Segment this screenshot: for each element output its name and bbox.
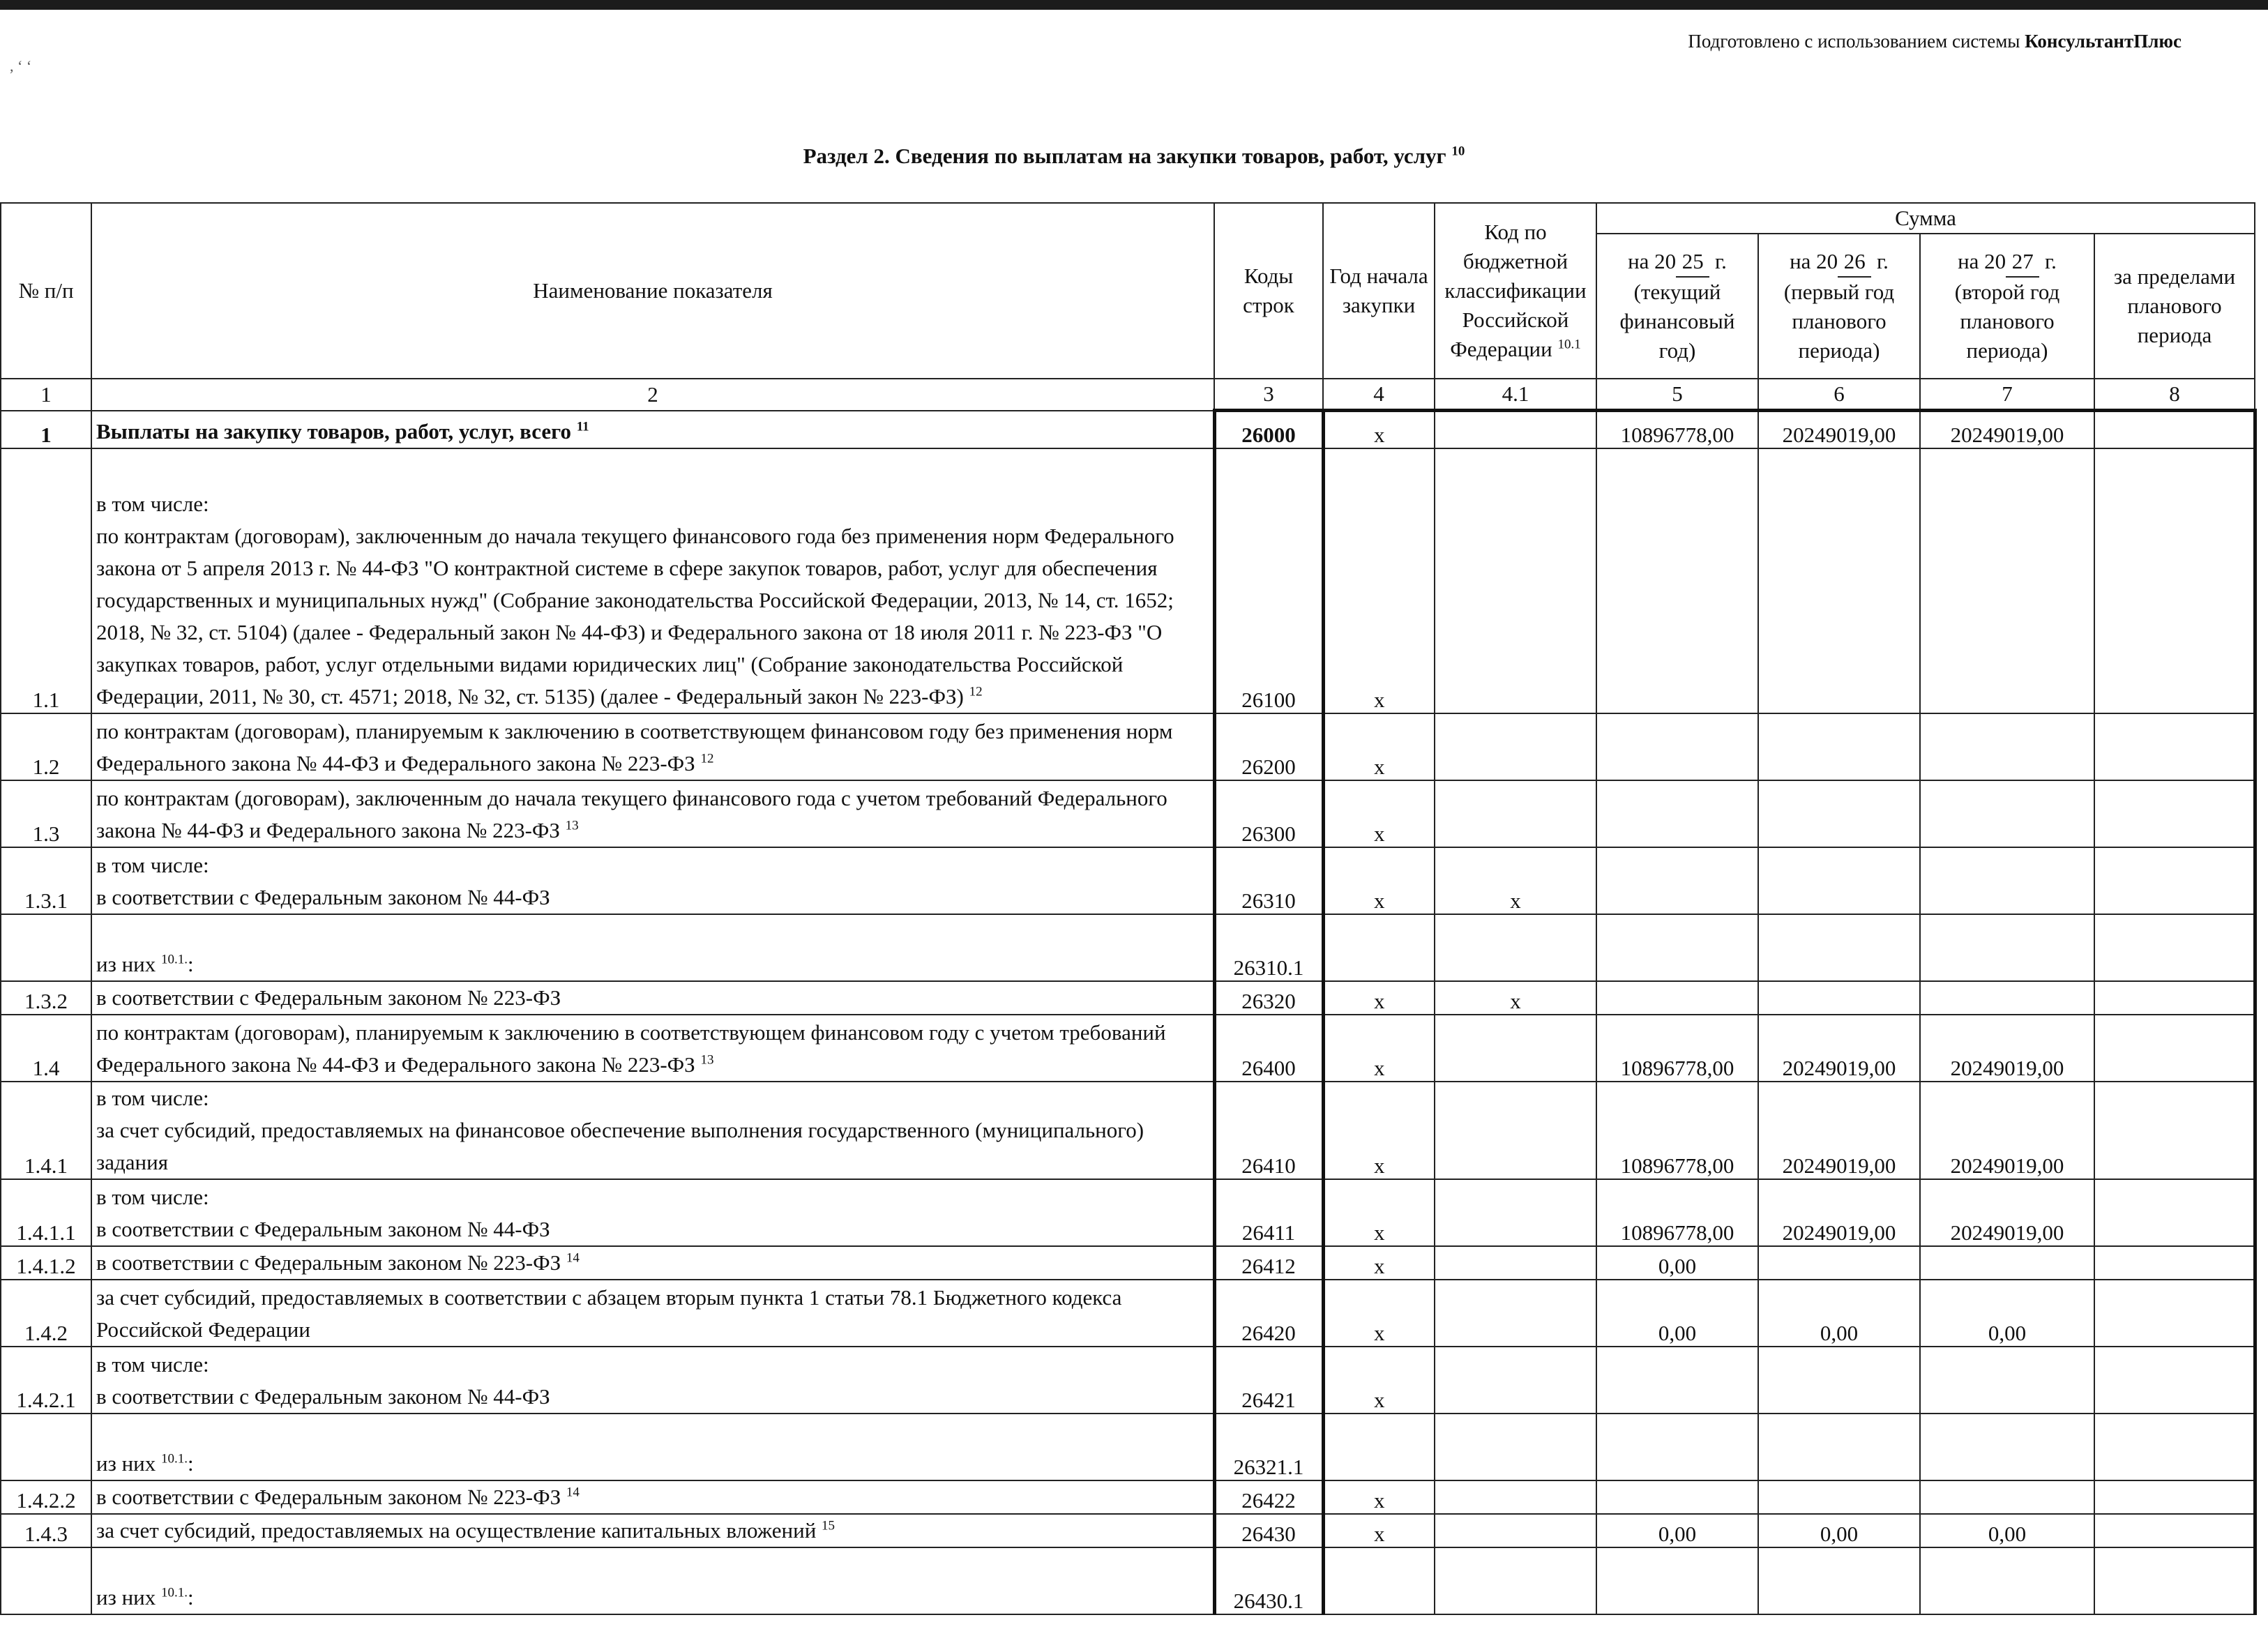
row-sum-beyond	[2094, 1347, 2255, 1414]
header-year-1-value: 25	[1676, 247, 1709, 278]
row-footnote: 14	[566, 1250, 580, 1266]
row-description	[91, 780, 1214, 847]
row-description	[91, 713, 1214, 780]
row-sum-year-3: 20249019,00	[1920, 1179, 2094, 1246]
row-description	[91, 1179, 1214, 1246]
table-row	[1, 1414, 2255, 1480]
header-year-1-desc: (текущий финансовый год)	[1619, 280, 1735, 363]
row-number: 1.4.2.2	[1, 1480, 91, 1514]
table-row	[1, 713, 2255, 780]
row-sum-year-1: 10896778,00	[1596, 1082, 1758, 1179]
row-kbk	[1435, 1547, 1596, 1614]
row-kbk: х	[1435, 981, 1596, 1015]
row-footnote: 14	[566, 1485, 580, 1500]
column-index: 4	[1323, 379, 1435, 411]
table-row	[1, 1015, 2255, 1082]
row-description-line: в соответствии с Федеральным законом № 223-ФЗ	[96, 1484, 561, 1509]
row-number: 1	[1, 411, 91, 448]
row-year-start: х	[1323, 981, 1435, 1015]
row-sum-year-1: 10896778,00	[1596, 1015, 1758, 1082]
row-number	[1, 1414, 91, 1480]
column-index: 2	[91, 379, 1214, 411]
row-sum-year-3: 20249019,00	[1920, 1082, 2094, 1179]
section-title	[0, 144, 2268, 169]
row-description-line: по контрактам (договорам), заключенным до начала текущего финансового года с учетом требований Федерального закона № 44-ФЗ и Федерального закона № 223-ФЗ	[96, 785, 1167, 842]
row-sum-year-1	[1596, 448, 1758, 713]
row-sum-year-2: 20249019,00	[1758, 411, 1920, 448]
row-footnote: 11	[576, 419, 589, 434]
row-description	[91, 847, 1214, 914]
row-description-line: в соответствии с Федеральным законом № 44-ФЗ	[96, 1216, 550, 1241]
column-index-row	[1, 379, 2255, 411]
row-sum-year-1	[1596, 713, 1758, 780]
header-num: № п/п	[1, 203, 91, 379]
section-title-text: Раздел 2. Сведения по выплатам на закупки товаров, работ, услуг	[803, 144, 1446, 168]
row-description	[91, 1015, 1214, 1082]
header-beyond: за пределами планового периода	[2094, 234, 2255, 379]
row-year-start: х	[1323, 1179, 1435, 1246]
row-sum-year-3	[1920, 1480, 2094, 1514]
row-code: 26410	[1214, 1082, 1323, 1179]
row-sum-year-1	[1596, 981, 1758, 1015]
header-year-2	[1758, 234, 1920, 379]
row-description	[91, 1414, 1214, 1480]
header-year-1-prefix: на 20	[1628, 249, 1677, 273]
header-year-1	[1596, 234, 1758, 379]
row-sum-year-3	[1920, 1414, 2094, 1480]
row-description-line: по контрактам (договорам), планируемым к заключению в соответствующем финансовом году с учетом требований Федерального закона № 44-ФЗ и Федерального закона № 223-ФЗ	[96, 1020, 1166, 1077]
header-year-3-value: 27	[2006, 247, 2039, 278]
header-name: Наименование показателя	[91, 203, 1214, 379]
row-sum-year-3	[1920, 448, 2094, 713]
table-row	[1, 1347, 2255, 1414]
row-year-start: х	[1323, 1246, 1435, 1280]
row-sum-year-3	[1920, 847, 2094, 914]
row-kbk	[1435, 713, 1596, 780]
header-year-1-suffix: г.	[1714, 249, 1727, 273]
row-number: 1.4.1	[1, 1082, 91, 1179]
row-description-line: в том числе:	[96, 852, 209, 877]
header-year-3-prefix: на 20	[1958, 249, 2006, 273]
row-sum-beyond	[2094, 1280, 2255, 1347]
row-year-start	[1323, 914, 1435, 981]
header-year: Год начала закупки	[1323, 203, 1435, 379]
row-sum-year-3: 0,00	[1920, 1514, 2094, 1547]
row-number: 1.4.2.1	[1, 1347, 91, 1414]
table-row	[1, 1246, 2255, 1280]
row-kbk	[1435, 1347, 1596, 1414]
row-description-line: в соответствии с Федеральным законом № 44-ФЗ	[96, 1384, 550, 1409]
row-year-start: х	[1323, 1347, 1435, 1414]
row-sum-beyond	[2094, 1246, 2255, 1280]
row-description-line: Выплаты на закупку товаров, работ, услуг, всего	[96, 418, 571, 444]
row-description	[91, 1280, 1214, 1347]
row-sum-year-2	[1758, 1347, 1920, 1414]
row-year-start: х	[1323, 1514, 1435, 1547]
row-sum-year-1	[1596, 1547, 1758, 1614]
row-year-start: х	[1323, 713, 1435, 780]
table-body	[1, 411, 2255, 1614]
row-sum-year-3	[1920, 1347, 2094, 1414]
row-description-line: в том числе:	[96, 1184, 209, 1209]
row-sum-beyond	[2094, 411, 2255, 448]
row-description-line: из них	[96, 1584, 156, 1609]
row-kbk	[1435, 1480, 1596, 1514]
row-sum-year-1	[1596, 1414, 1758, 1480]
table-row	[1, 1547, 2255, 1614]
row-sum-year-1	[1596, 847, 1758, 914]
header-kbk	[1435, 203, 1596, 379]
row-year-start: х	[1323, 780, 1435, 847]
row-code: 26300	[1214, 780, 1323, 847]
row-code: 26430.1	[1214, 1547, 1323, 1614]
row-kbk	[1435, 1246, 1596, 1280]
row-code: 26412	[1214, 1246, 1323, 1280]
row-description-line: в том числе:	[96, 1085, 209, 1110]
row-description-line: из них	[96, 951, 156, 976]
table-row	[1, 1280, 2255, 1347]
row-sum-year-1: 0,00	[1596, 1246, 1758, 1280]
row-year-start: х	[1323, 1082, 1435, 1179]
table-row	[1, 1514, 2255, 1547]
row-sum-year-2: 20249019,00	[1758, 1082, 1920, 1179]
section-title-footnote: 10	[1451, 144, 1465, 159]
row-description	[91, 1480, 1214, 1514]
table-row	[1, 411, 2255, 448]
row-description-line: по контрактам (договорам), планируемым к заключению в соответствующем финансовом году без применения норм Федерального закона № 44-ФЗ и Федерального закона № 223-ФЗ	[96, 718, 1173, 775]
row-sum-year-2	[1758, 1480, 1920, 1514]
row-number	[1, 914, 91, 981]
row-kbk	[1435, 1015, 1596, 1082]
header-year-3-suffix: г.	[2044, 249, 2057, 273]
row-description	[91, 914, 1214, 981]
row-sum-beyond	[2094, 1514, 2255, 1547]
row-description-line: за счет субсидий, предоставляемых на осуществление капитальных вложений	[96, 1517, 817, 1543]
row-description	[91, 1547, 1214, 1614]
row-sum-beyond	[2094, 1179, 2255, 1246]
row-description-line: в соответствии с Федеральным законом № 223-ФЗ	[96, 985, 561, 1010]
header-note	[1688, 31, 2182, 52]
row-sum-year-1: 10896778,00	[1596, 411, 1758, 448]
row-code: 26430	[1214, 1514, 1323, 1547]
row-footnote: 12	[700, 751, 714, 766]
header-note-brand: КонсультантПлюс	[2025, 31, 2182, 52]
row-description-suffix: :	[188, 951, 194, 976]
row-sum-year-2: 0,00	[1758, 1514, 1920, 1547]
row-code: 26000	[1214, 411, 1323, 448]
row-description-line: из них	[96, 1450, 156, 1476]
row-sum-beyond	[2094, 1414, 2255, 1480]
row-code: 26422	[1214, 1480, 1323, 1514]
row-sum-beyond	[2094, 914, 2255, 981]
header-kbk-footnote: 10.1	[1557, 337, 1581, 352]
row-number: 1.2	[1, 713, 91, 780]
row-sum-year-2: 20249019,00	[1758, 1015, 1920, 1082]
row-code: 26200	[1214, 713, 1323, 780]
row-sum-beyond	[2094, 1480, 2255, 1514]
row-year-start: х	[1323, 1015, 1435, 1082]
row-code: 26100	[1214, 448, 1323, 713]
row-sum-year-2	[1758, 1246, 1920, 1280]
row-description-line: в соответствии с Федеральным законом № 223-ФЗ	[96, 1250, 561, 1275]
table-row	[1, 1480, 2255, 1514]
row-sum-year-2	[1758, 1414, 1920, 1480]
row-description	[91, 1514, 1214, 1547]
row-sum-year-3	[1920, 1246, 2094, 1280]
row-sum-beyond	[2094, 780, 2255, 847]
row-sum-beyond	[2094, 847, 2255, 914]
row-footnote: 10.1.	[161, 1451, 188, 1467]
row-sum-year-2	[1758, 780, 1920, 847]
row-number: 1.4.1.2	[1, 1246, 91, 1280]
scan-top-edge	[0, 0, 2268, 10]
row-kbk	[1435, 1414, 1596, 1480]
row-description	[91, 1246, 1214, 1280]
header-year-3-desc: (второй год планового периода)	[1954, 280, 2060, 363]
row-sum-year-1	[1596, 914, 1758, 981]
row-sum-year-2	[1758, 847, 1920, 914]
row-sum-year-3	[1920, 981, 2094, 1015]
row-year-start: х	[1323, 448, 1435, 713]
row-sum-year-1: 0,00	[1596, 1514, 1758, 1547]
column-index: 7	[1920, 379, 2094, 411]
scan-artifact: , ‘ ‘	[10, 57, 32, 75]
row-code: 26400	[1214, 1015, 1323, 1082]
table-row	[1, 847, 2255, 914]
row-code: 26321.1	[1214, 1414, 1323, 1480]
row-description	[91, 411, 1214, 448]
row-sum-year-3	[1920, 1547, 2094, 1614]
column-index: 1	[1, 379, 91, 411]
row-description-line: по контрактам (договорам), заключенным до начала текущего финансового года без применения норм Федерального закона от 5 апреля 2013 г. № 44-ФЗ "О контрактной системе в сфере закупок товаров, работ, услуг для обеспечения государственных и муниципальных нужд" (Собрание законодательства Российской Федерации, 2013, № 14, ст. 1652; 2018, № 32, ст. 5104) (далее - Федеральный закон № 44-ФЗ) и Федерального закона от 18 июля 2011 г. № 223-ФЗ "О закупках товаров, работ, услуг отдельными видами юридических лиц" (Собрание законодательства Российской Федерации, 2011, № 30, ст. 4571; 2018, № 32, ст. 5135) (далее - Федеральный закон № 223-ФЗ)	[96, 523, 1174, 709]
row-description-suffix: :	[188, 1450, 194, 1476]
header-year-2-desc: (первый год планового периода)	[1783, 280, 1895, 363]
row-number: 1.3	[1, 780, 91, 847]
row-code: 26320	[1214, 981, 1323, 1015]
row-sum-year-3	[1920, 780, 2094, 847]
header-code: Коды строк	[1214, 203, 1323, 379]
row-kbk	[1435, 1280, 1596, 1347]
row-year-start	[1323, 1414, 1435, 1480]
header-year-2-prefix: на 20	[1790, 249, 1838, 273]
row-code: 26310	[1214, 847, 1323, 914]
row-description	[91, 1347, 1214, 1414]
table-row	[1, 914, 2255, 981]
table-row	[1, 448, 2255, 713]
row-sum-year-2	[1758, 981, 1920, 1015]
procurement-payments-table	[0, 202, 2257, 1615]
row-sum-beyond	[2094, 1015, 2255, 1082]
header-year-2-value: 26	[1838, 247, 1871, 278]
row-footnote: 15	[822, 1518, 836, 1533]
row-number: 1.3.1	[1, 847, 91, 914]
row-number: 1.1	[1, 448, 91, 713]
row-kbk	[1435, 1179, 1596, 1246]
table-row	[1, 981, 2255, 1015]
row-kbk	[1435, 1082, 1596, 1179]
row-sum-year-3: 20249019,00	[1920, 411, 2094, 448]
row-sum-beyond	[2094, 1547, 2255, 1614]
header-year-2-suffix: г.	[1876, 249, 1889, 273]
row-sum-year-1	[1596, 1480, 1758, 1514]
table-row	[1, 780, 2255, 847]
row-description-line: в том числе:	[96, 1351, 209, 1377]
row-description-line: за счет субсидий, предоставляемых на финансовое обеспечение выполнения государственного (муниципального) задания	[96, 1117, 1144, 1174]
column-index: 8	[2094, 379, 2255, 411]
row-sum-year-1: 10896778,00	[1596, 1179, 1758, 1246]
row-code: 26420	[1214, 1280, 1323, 1347]
row-kbk	[1435, 780, 1596, 847]
row-sum-year-3: 0,00	[1920, 1280, 2094, 1347]
row-sum-year-1: 0,00	[1596, 1280, 1758, 1347]
column-index: 5	[1596, 379, 1758, 411]
row-year-start	[1323, 1547, 1435, 1614]
row-number	[1, 1547, 91, 1614]
row-number: 1.4.2	[1, 1280, 91, 1347]
row-kbk	[1435, 914, 1596, 981]
row-footnote: 10.1.	[161, 952, 188, 967]
row-kbk	[1435, 1514, 1596, 1547]
row-sum-year-1	[1596, 780, 1758, 847]
column-index: 6	[1758, 379, 1920, 411]
row-number: 1.4.1.1	[1, 1179, 91, 1246]
column-index: 3	[1214, 379, 1323, 411]
row-number: 1.4	[1, 1015, 91, 1082]
row-description-line: за счет субсидий, предоставляемых в соответствии с абзацем вторым пункта 1 статьи 78.1 Бюджетного кодекса Российской Федерации	[96, 1285, 1122, 1342]
header-year-3	[1920, 234, 2094, 379]
row-code: 26411	[1214, 1179, 1323, 1246]
row-description	[91, 1082, 1214, 1179]
row-footnote: 10.1.	[161, 1585, 188, 1600]
row-number: 1.3.2	[1, 981, 91, 1015]
row-description-suffix: :	[188, 1584, 194, 1609]
row-sum-year-2	[1758, 914, 1920, 981]
row-year-start: х	[1323, 847, 1435, 914]
row-sum-beyond	[2094, 713, 2255, 780]
row-description-line: в том числе:	[96, 491, 209, 516]
row-footnote: 13	[565, 818, 579, 833]
row-number: 1.4.3	[1, 1514, 91, 1547]
row-code: 26421	[1214, 1347, 1323, 1414]
row-kbk	[1435, 448, 1596, 713]
row-sum-year-2	[1758, 448, 1920, 713]
row-sum-year-1	[1596, 1347, 1758, 1414]
row-description	[91, 981, 1214, 1015]
table-row	[1, 1179, 2255, 1246]
column-index: 4.1	[1435, 379, 1596, 411]
row-kbk: х	[1435, 847, 1596, 914]
row-footnote: 13	[700, 1052, 714, 1068]
row-sum-year-3	[1920, 914, 2094, 981]
row-sum-beyond	[2094, 1082, 2255, 1179]
row-year-start: х	[1323, 1480, 1435, 1514]
header-sum: Сумма	[1596, 203, 2255, 234]
row-sum-year-2: 0,00	[1758, 1280, 1920, 1347]
row-sum-year-2	[1758, 1547, 1920, 1614]
row-year-start: х	[1323, 411, 1435, 448]
header-note-prefix: Подготовлено с использованием системы	[1688, 31, 2025, 52]
row-code: 26310.1	[1214, 914, 1323, 981]
row-year-start: х	[1323, 1280, 1435, 1347]
row-sum-beyond	[2094, 981, 2255, 1015]
row-sum-year-2: 20249019,00	[1758, 1179, 1920, 1246]
row-sum-beyond	[2094, 448, 2255, 713]
table-row	[1, 1082, 2255, 1179]
header-kbk-text: Код по бюджетной классификации Российской Федерации	[1444, 220, 1587, 361]
row-kbk	[1435, 411, 1596, 448]
row-description	[91, 448, 1214, 713]
row-description-line: в соответствии с Федеральным законом № 44-ФЗ	[96, 884, 550, 909]
row-sum-year-3: 20249019,00	[1920, 1015, 2094, 1082]
row-sum-year-3	[1920, 713, 2094, 780]
row-footnote: 12	[969, 684, 983, 699]
row-sum-year-2	[1758, 713, 1920, 780]
